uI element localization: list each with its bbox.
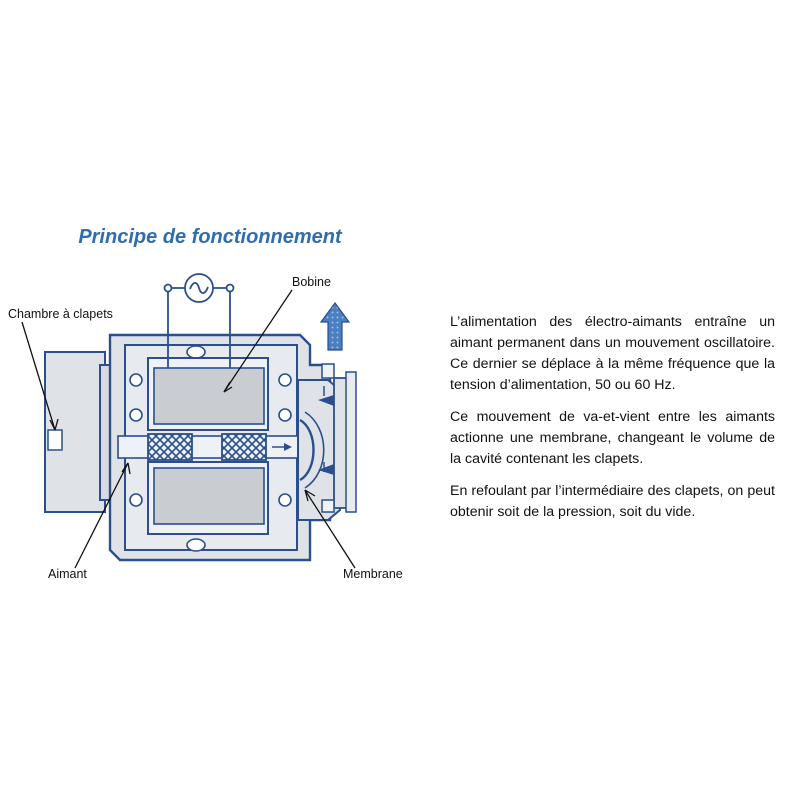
label-chambre-a-clapets: Chambre à clapets: [8, 307, 113, 321]
diagram-title: Principe de fonctionnement: [78, 226, 342, 248]
paragraph-3: En refoulant par l’intermédiaire des clapets, on peut obtenir soit de la pression, soit du vide.: [450, 483, 775, 520]
description-text: [450, 312, 775, 534]
label-bobine: Bobine: [292, 275, 331, 289]
label-aimant: Aimant: [48, 567, 87, 581]
upper-coil: [148, 358, 268, 430]
paragraph-2: Ce mouvement de va-et-vient entre les aimants actionne une membrane, changeant le volume de la cavité contenant les clapets.: [450, 409, 775, 467]
paragraph-1: L’alimentation des électro-aimants entraîne un aimant permanent dans un mouvement oscillatoire. Ce dernier se déplace à la même fréquence que la tension d’alimentation, 50 ou 60 Hz.: [450, 314, 775, 393]
label-membrane: Membrane: [343, 567, 403, 581]
armature-magnets: [118, 434, 328, 460]
lower-coil: [148, 462, 268, 534]
outlet-arrow-icon: [321, 303, 349, 350]
